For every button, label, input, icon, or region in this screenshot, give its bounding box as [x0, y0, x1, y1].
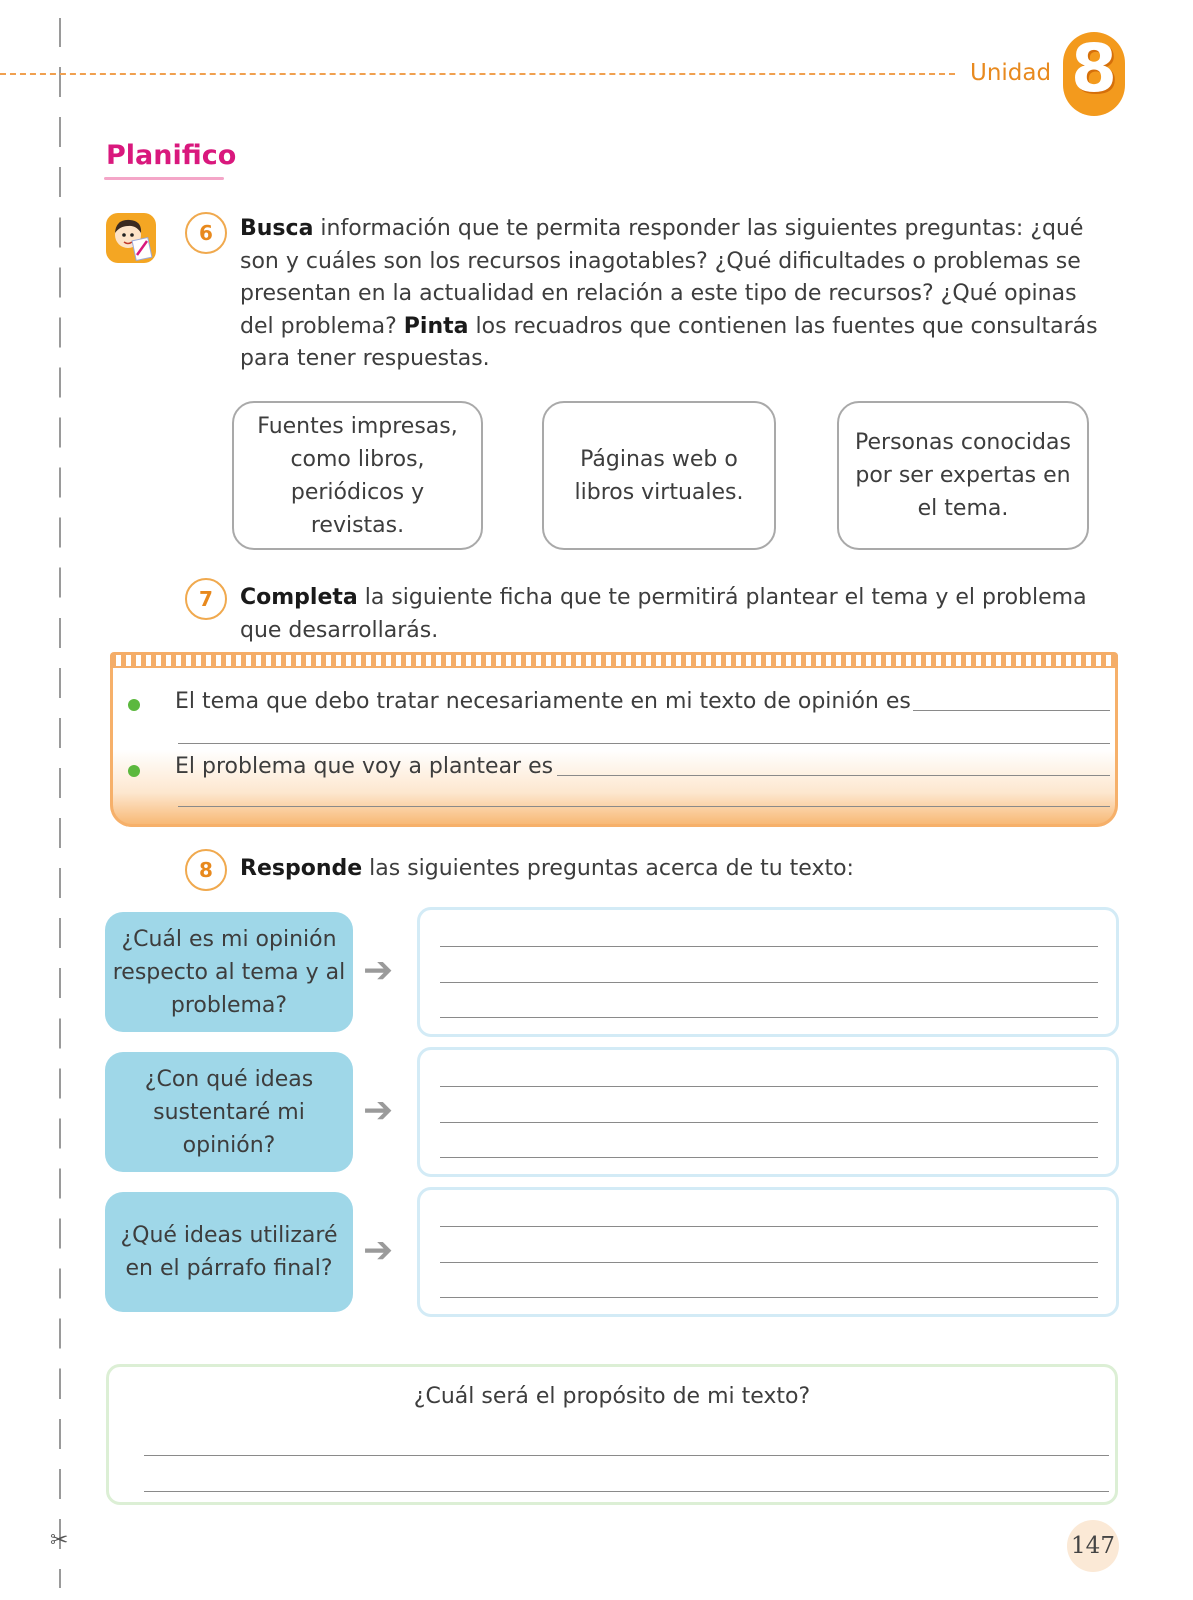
answer-box-final-paragraph[interactable]	[417, 1187, 1119, 1317]
header-dashed-line	[0, 73, 955, 75]
instruction-text: información que te permita responder las siguientes preguntas: ¿qué son y cuáles son los recursos inagotables? ¿Qué dificultades o problemas se presentan en la actualidad en relación a este tipo de recursos? ¿Qué opinas del problema?	[240, 216, 1084, 339]
activity-number-8: 8	[185, 849, 227, 891]
source-label: Fuentes impresas, como libros, periódicos y revistas.	[257, 413, 458, 538]
source-box-experts[interactable]	[837, 401, 1089, 550]
arrow-right-icon: ➔	[363, 1230, 394, 1271]
activity-6-instructions	[240, 213, 1110, 376]
question-box-ideas	[105, 1052, 353, 1172]
scissors-icon: ✂	[50, 1528, 69, 1553]
worksheet-item-problem: El problema que voy a plantear es	[175, 754, 554, 779]
question-text: ¿Con qué ideas sustentaré mi opinión?	[144, 1066, 314, 1158]
answer-line[interactable]	[144, 1455, 1109, 1456]
bullet-icon	[128, 699, 140, 711]
title-underline	[104, 177, 224, 180]
answer-line[interactable]	[440, 1157, 1098, 1158]
source-box-web[interactable]	[542, 401, 776, 550]
answer-line[interactable]	[440, 1262, 1098, 1263]
question-text: ¿Qué ideas utilizaré en el párrafo final?	[120, 1223, 338, 1281]
answer-line[interactable]	[913, 710, 1110, 711]
worksheet-card	[110, 655, 1118, 827]
answer-box-opinion[interactable]	[417, 907, 1119, 1037]
instruction-text: los recuadros que contienen las fuentes que consultarás para tener respuestas.	[240, 313, 1098, 371]
answer-line[interactable]	[440, 1017, 1098, 1018]
instruction-verb-completa: Completa	[240, 585, 358, 610]
source-label: Personas conocidas por ser expertas en el tema.	[855, 430, 1071, 521]
answer-line[interactable]	[178, 806, 1110, 807]
question-text: ¿Cuál es mi opinión respecto al tema y al problema?	[112, 926, 346, 1018]
perforation-edge	[116, 655, 1112, 666]
question-box-opinion	[105, 912, 353, 1032]
student-writing-icon	[106, 213, 156, 263]
activity-8-instructions	[240, 853, 1110, 886]
activity-number-7: 7	[185, 578, 227, 620]
purpose-question: ¿Cuál será el propósito de mi texto?	[413, 1384, 811, 1409]
instruction-text: las siguientes preguntas acerca de tu texto:	[362, 856, 854, 881]
answer-line[interactable]	[440, 1226, 1098, 1227]
worksheet-item-topic: El tema que debo tratar necesariamente en mi texto de opinión es	[175, 689, 911, 714]
activity-7-instructions	[240, 582, 1110, 647]
instruction-text: la siguiente ficha que te permitirá plantear el tema y el problema que desarrollarás.	[240, 585, 1087, 643]
arrow-right-icon: ➔	[363, 1090, 394, 1131]
instruction-verb-responde: Responde	[240, 856, 363, 881]
instruction-verb-pinta: Pinta	[403, 313, 469, 339]
cut-line	[59, 18, 61, 1588]
activity-number-6: 6	[185, 212, 227, 254]
answer-line[interactable]	[440, 1297, 1098, 1298]
answer-line[interactable]	[440, 1122, 1098, 1123]
unit-label: Unidad	[970, 60, 1052, 86]
answer-line[interactable]	[178, 743, 1110, 744]
answer-line[interactable]	[440, 982, 1098, 983]
unit-number: 8	[1071, 30, 1117, 107]
section-title: Planifico	[106, 140, 237, 171]
answer-line[interactable]	[440, 946, 1098, 947]
page-number: 147	[1067, 1520, 1119, 1572]
bullet-icon	[128, 765, 140, 777]
answer-box-ideas[interactable]	[417, 1047, 1119, 1177]
answer-line[interactable]	[144, 1491, 1109, 1492]
question-box-final-paragraph	[105, 1192, 353, 1312]
answer-line[interactable]	[557, 775, 1110, 776]
source-label: Páginas web o libros virtuales.	[574, 446, 744, 505]
source-box-printed[interactable]	[232, 401, 483, 550]
instruction-verb-busca: Busca	[240, 216, 314, 241]
answer-line[interactable]	[440, 1086, 1098, 1087]
purpose-box[interactable]	[106, 1364, 1118, 1505]
arrow-right-icon: ➔	[363, 950, 394, 991]
